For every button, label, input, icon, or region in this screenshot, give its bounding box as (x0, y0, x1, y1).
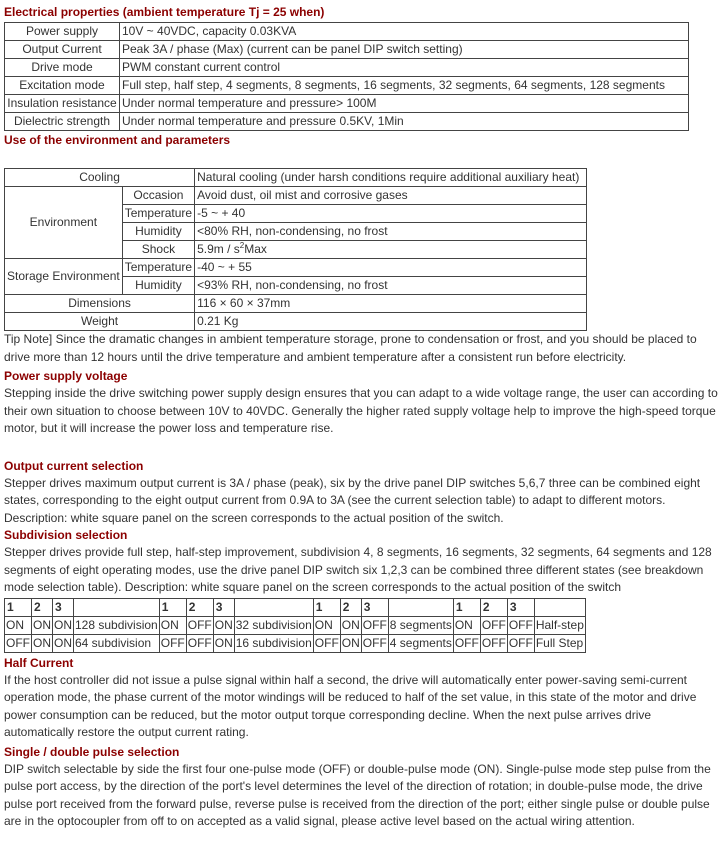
occasion-label: Occasion (122, 187, 194, 205)
shock-exponent: 2 (239, 241, 245, 250)
output-current-text: Stepper drives maximum output current is 3A / phase (peak), six by the drive panel DIP switches 5,6,7 three can be combined eight states, corresponding to the eight output current from 0.9A to 3A (see the current selection table) to adapt to different motors. Description: white square panel on the screen corresponds to the actual position of the switch. (4, 475, 701, 525)
storage-temperature-label: Temperature (122, 259, 194, 277)
shock-label: Shock (122, 241, 194, 259)
half-current-text: If the host controller did not issue a pulse signal within half a second, the drive will automatically enter power-saving semi-current operation mode, the phase current of the motor windings will be reduced to half of the set value, in this state of the motor and drive power consumption can be reduced, but the motor output torque corresponding decline. When the next pulse arrives drive automatically restore the output current rating. (4, 672, 697, 739)
subdivision-table (4, 598, 586, 653)
switch-state: OFF (507, 634, 534, 652)
shock-value (195, 241, 587, 259)
switch-header: 1 (5, 598, 32, 616)
table-row (5, 313, 587, 331)
switch-state: ON (5, 616, 32, 634)
switch-state: OFF (480, 634, 507, 652)
switch-state: ON (32, 634, 53, 652)
mode-name: 32 subdivision (234, 616, 313, 634)
switch-header: 1 (453, 598, 480, 616)
switch-state: ON (53, 616, 74, 634)
switch-state: ON (213, 616, 234, 634)
subdivision-heading: Subdivision selection (4, 528, 128, 542)
pulse-heading: Single / double pulse selection (4, 744, 180, 759)
document (4, 0, 724, 831)
switch-header: 2 (186, 598, 213, 616)
mode-header (534, 598, 585, 616)
switch-state: ON (340, 616, 361, 634)
table-row (5, 616, 586, 634)
switch-state: OFF (186, 634, 213, 652)
switch-header: 2 (480, 598, 507, 616)
mode-name: Half-step (534, 616, 585, 634)
switch-state: ON (453, 616, 480, 634)
electrical-label: Output Current (5, 41, 120, 59)
environment-table (4, 168, 587, 331)
switch-header: 2 (340, 598, 361, 616)
switch-state: OFF (5, 634, 32, 652)
dimensions-label: Dimensions (5, 295, 195, 313)
switch-state: OFF (186, 616, 213, 634)
table-row (5, 169, 587, 187)
electrical-label: Dielectric strength (5, 113, 120, 131)
switch-header: 3 (53, 598, 74, 616)
switch-state: ON (213, 634, 234, 652)
power-supply-text: Stepping inside the drive switching power supply design ensures that you can adapt to a wide voltage range, the user can according to their own situation to choose between 10V to 40VDC. Generally the higher rated supply voltage help to improve the high-speed torque motor, but it will increase the power loss and temperature rise. (4, 386, 718, 435)
switch-state: OFF (480, 616, 507, 634)
table-row (5, 41, 689, 59)
electrical-value: 10V ~ 40VDC, capacity 0.03KVA (120, 23, 689, 41)
electrical-label: Excitation mode (5, 77, 120, 95)
electrical-value: Full step, half step, 4 segments, 8 segments, 16 segments, 32 segments, 64 segments, 128 segments (120, 77, 689, 95)
switch-header: 3 (213, 598, 234, 616)
weight-value: 0.21 Kg (195, 313, 587, 331)
switch-state: ON (53, 634, 74, 652)
table-row (5, 634, 586, 652)
switch-header: 1 (313, 598, 340, 616)
environment-label: Environment (5, 187, 123, 259)
cooling-value: Natural cooling (under harsh conditions require additional auxiliary heat) (195, 169, 587, 187)
temperature-label: Temperature (122, 205, 194, 223)
electrical-label: Insulation resistance (5, 95, 120, 113)
mode-header (388, 598, 453, 616)
storage-label: Storage Environment (5, 259, 123, 295)
switch-state: ON (313, 616, 340, 634)
table-row (5, 259, 587, 277)
environment-heading: Use of the environment and parameters (4, 133, 231, 147)
dimensions-value: 116 × 60 × 37mm (195, 295, 587, 313)
mode-header (234, 598, 313, 616)
table-row (5, 113, 689, 131)
table-row (5, 187, 587, 205)
temperature-value: -5 ~ + 40 (195, 205, 587, 223)
humidity-label: Humidity (122, 223, 194, 241)
electrical-value: Under normal temperature and pressure 0.5KV, 1Min (120, 113, 689, 131)
mode-name: 64 subdivision (74, 634, 160, 652)
switch-header: 2 (32, 598, 53, 616)
switch-state: OFF (361, 616, 388, 634)
switch-state: OFF (453, 634, 480, 652)
switch-state: ON (340, 634, 361, 652)
mode-header (74, 598, 160, 616)
electrical-table (4, 22, 689, 131)
pulse-text: DIP switch selectable by side the first four one-pulse mode (OFF) or double-pulse mode (ON). Single-pulse mode step pulse from the pulse port access, by the direction of the port's level determines the level of the direction of rotation; in double-pulse mode, the drive pulse port received from the forward pulse, reverse pulse is received from the direction of the port; either single pulse or double pulse are in the optocoupler from off to on accepted as a valid signal, please active level based on the actual wiring attention. (4, 761, 711, 828)
switch-state: OFF (159, 634, 186, 652)
mode-name: 8 segments (388, 616, 453, 634)
electrical-label: Power supply (5, 23, 120, 41)
switch-state: ON (32, 616, 53, 634)
electrical-label: Drive mode (5, 59, 120, 77)
shock-value-a: 5.9m / s (197, 242, 240, 256)
switch-state: OFF (313, 634, 340, 652)
subdivision-text: Stepper drives provide full step, half-step improvement, subdivision 4, 8 segments, 16 segments, 32 segments, 64 segments and 128 segments of eight operating modes, use the drive panel DIP switch six 1,2,3 can be combined three different states (see breakdown mode selection table). Description: white square panel on the screen corresponds to the actual position of the switch (4, 545, 712, 594)
switch-header: 3 (507, 598, 534, 616)
humidity-value: <80% RH, non-condensing, no frost (195, 223, 587, 241)
table-row (5, 59, 689, 77)
switch-header: 3 (361, 598, 388, 616)
mode-name: Full Step (534, 634, 585, 652)
tip-note: Tip Note] Since the dramatic changes in ambient temperature storage, prone to condensation or frost, and you should be placed to drive more than 12 hours until the drive temperature and ambient temperature after a consistent run before electricity. (4, 332, 697, 364)
electrical-value: Under normal temperature and pressure> 100M (120, 95, 689, 113)
weight-label: Weight (5, 313, 195, 331)
table-row (5, 95, 689, 113)
storage-temperature-value: -40 ~ + 55 (195, 259, 587, 277)
storage-humidity-label: Humidity (122, 277, 194, 295)
table-header-row (5, 598, 586, 616)
power-supply-heading: Power supply voltage (4, 369, 128, 383)
mode-name: 128 subdivision (74, 616, 160, 634)
half-current-heading: Half Current (4, 655, 74, 670)
shock-value-b: Max (244, 242, 267, 256)
table-row (5, 77, 689, 95)
mode-name: 16 subdivision (234, 634, 313, 652)
mode-name: 4 segments (388, 634, 453, 652)
occasion-value: Avoid dust, oil mist and corrosive gases (195, 187, 587, 205)
table-row (5, 295, 587, 313)
table-row (5, 23, 689, 41)
cooling-label: Cooling (5, 169, 195, 187)
electrical-value: Peak 3A / phase (Max) (current can be panel DIP switch setting) (120, 41, 689, 59)
electrical-value: PWM constant current control (120, 59, 689, 77)
electrical-heading: Electrical properties (ambient temperature Tj = 25 when) (4, 5, 325, 19)
switch-header: 1 (159, 598, 186, 616)
switch-state: OFF (507, 616, 534, 634)
switch-state: OFF (361, 634, 388, 652)
storage-humidity-value: <93% RH, non-condensing, no frost (195, 277, 587, 295)
output-current-heading: Output current selection (4, 458, 144, 473)
switch-state: ON (159, 616, 186, 634)
